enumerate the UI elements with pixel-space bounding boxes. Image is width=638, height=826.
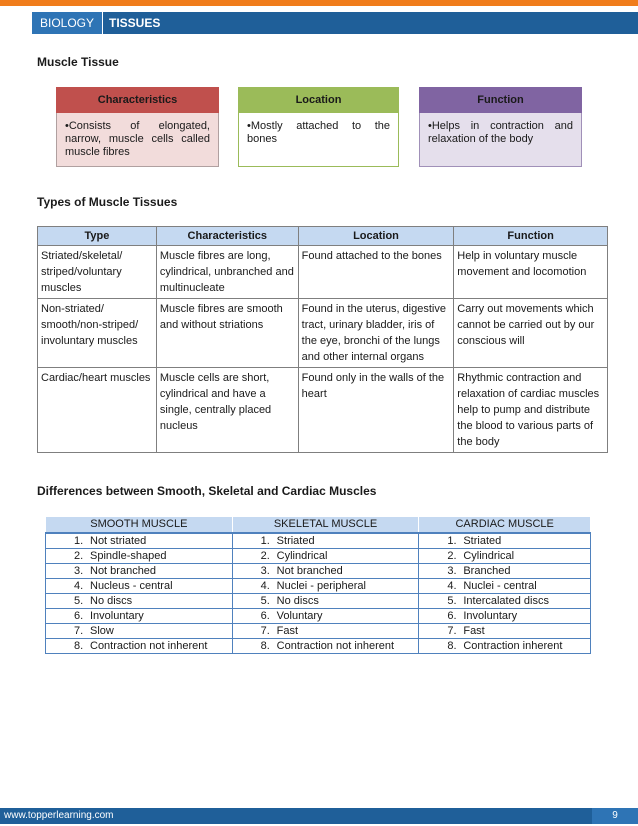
item-text: No discs <box>90 594 133 607</box>
item-number: 2. <box>260 549 270 562</box>
table-row <box>46 593 591 608</box>
item-number: 2. <box>447 549 457 562</box>
chapter-title: TISSUES <box>103 12 638 34</box>
item-number: 5. <box>74 594 84 607</box>
item-text: Striated <box>276 534 315 547</box>
type-cell: Non-striated/ smooth/non-striped/ involuntary muscles <box>38 299 157 368</box>
table-row <box>46 563 591 578</box>
location-cell: Found in the uterus, digestive tract, urinary bladder, iris of the eye, bronchi of the lungs and other internal organs <box>298 299 454 368</box>
types-table <box>37 226 608 453</box>
types-title: Types of Muscle Tissues <box>37 195 178 209</box>
page-number: 9 <box>592 808 638 824</box>
location-cell: Found only in the walls of the heart <box>298 368 454 453</box>
function-cell: Carry out movements which cannot be carried out by our conscious will <box>454 299 608 368</box>
list-item <box>232 548 419 563</box>
list-item <box>232 608 419 623</box>
table-row <box>46 533 591 549</box>
location-cell: Found attached to the bones <box>298 246 454 299</box>
list-item <box>419 593 591 608</box>
item-number: 1. <box>74 534 84 547</box>
item-text: Striated <box>463 534 502 547</box>
list-item <box>419 563 591 578</box>
item-text: Branched <box>463 564 511 577</box>
item-number: 2. <box>74 549 84 562</box>
characteristics-text: •Consists of elongated, narrow, muscle cells called muscle fibres <box>56 113 219 167</box>
top-accent-bar <box>0 0 638 6</box>
muscle-tissue-title: Muscle Tissue <box>37 55 119 69</box>
location-box <box>238 87 399 167</box>
column-header: CARDIAC MUSCLE <box>419 517 591 533</box>
item-text: No discs <box>276 594 319 607</box>
list-item <box>419 548 591 563</box>
item-number: 8. <box>74 639 84 652</box>
item-text: Fast <box>463 624 485 637</box>
item-number: 6. <box>74 609 84 622</box>
types-header-row <box>38 227 608 246</box>
list-item <box>419 638 591 653</box>
item-text: Not branched <box>90 564 157 577</box>
differences-table <box>45 516 591 654</box>
item-text: Involuntary <box>90 609 144 622</box>
function-cell: Rhythmic contraction and relaxation of cardiac muscles help to pump and distribute the blood to various parts of the body <box>454 368 608 453</box>
column-header: Type <box>38 227 157 246</box>
column-header: Function <box>454 227 608 246</box>
list-item <box>232 533 419 549</box>
list-item <box>46 593 233 608</box>
item-number: 7. <box>74 624 84 637</box>
item-number: 1. <box>260 534 270 547</box>
page-header <box>0 12 638 34</box>
list-item <box>46 623 233 638</box>
list-item <box>419 608 591 623</box>
differences-body <box>46 533 591 654</box>
item-number: 3. <box>74 564 84 577</box>
item-number: 5. <box>260 594 270 607</box>
table-row <box>46 608 591 623</box>
item-text: Not branched <box>276 564 343 577</box>
item-text: Contraction not inherent <box>276 639 395 652</box>
characteristics-cell: Muscle fibres are smooth and without striations <box>156 299 298 368</box>
item-text: Not striated <box>90 534 147 547</box>
item-text: Nuclei - central <box>463 579 537 592</box>
item-number: 6. <box>447 609 457 622</box>
table-row <box>46 578 591 593</box>
item-text: Cylindrical <box>276 549 328 562</box>
item-text: Nucleus - central <box>90 579 173 592</box>
item-text: Slow <box>90 624 114 637</box>
item-number: 7. <box>447 624 457 637</box>
item-text: Contraction not inherent <box>90 639 208 652</box>
list-item <box>419 578 591 593</box>
list-item <box>232 593 419 608</box>
list-item <box>232 638 419 653</box>
page-footer <box>0 808 638 824</box>
item-number: 4. <box>260 579 270 592</box>
type-cell: Striated/skeletal/ striped/voluntary muscles <box>38 246 157 299</box>
item-number: 3. <box>447 564 457 577</box>
table-row <box>46 638 591 653</box>
list-item <box>46 548 233 563</box>
item-number: 4. <box>447 579 457 592</box>
list-item <box>232 578 419 593</box>
table-row <box>46 548 591 563</box>
item-text: Spindle-shaped <box>90 549 167 562</box>
list-item <box>46 578 233 593</box>
column-header: Characteristics <box>156 227 298 246</box>
item-number: 4. <box>74 579 84 592</box>
item-text: Fast <box>276 624 299 637</box>
list-item <box>46 608 233 623</box>
table-row <box>38 368 608 453</box>
website-link[interactable]: www.topperlearning.com <box>4 810 114 821</box>
characteristics-cell: Muscle fibres are long, cylindrical, unbranched and multinucleate <box>156 246 298 299</box>
item-text: Nuclei - peripheral <box>276 579 366 592</box>
item-number: 3. <box>260 564 270 577</box>
item-text: Contraction inherent <box>463 639 563 652</box>
list-item <box>232 563 419 578</box>
item-text: Voluntary <box>276 609 323 622</box>
list-item <box>419 533 591 549</box>
list-item <box>46 638 233 653</box>
column-header: SKELETAL MUSCLE <box>232 517 419 533</box>
list-item <box>46 533 233 549</box>
item-number: 8. <box>447 639 457 652</box>
item-number: 8. <box>260 639 270 652</box>
item-number: 6. <box>260 609 270 622</box>
item-text: Intercalated discs <box>463 594 549 607</box>
differences-header-row <box>46 517 591 533</box>
table-row <box>38 299 608 368</box>
list-item <box>419 623 591 638</box>
differences-title: Differences between Smooth, Skeletal and Cardiac Muscles <box>37 484 377 498</box>
item-text: Involuntary <box>463 609 518 622</box>
list-item <box>232 623 419 638</box>
item-number: 5. <box>447 594 457 607</box>
characteristics-box <box>56 87 219 167</box>
table-row <box>46 623 591 638</box>
location-text: •Mostly attached to the bones <box>238 113 399 167</box>
table-row <box>38 246 608 299</box>
function-text: •Helps in contraction and relaxation of the body <box>419 113 582 167</box>
subject-badge: BIOLOGY <box>32 12 102 34</box>
list-item <box>46 563 233 578</box>
characteristics-heading: Characteristics <box>56 87 219 113</box>
column-header: SMOOTH MUSCLE <box>46 517 233 533</box>
item-text: Cylindrical <box>463 549 515 562</box>
item-number: 7. <box>260 624 270 637</box>
item-number: 1. <box>447 534 457 547</box>
function-cell: Help in voluntary muscle movement and locomotion <box>454 246 608 299</box>
characteristics-cell: Muscle cells are short, cylindrical and have a single, centrally placed nucleus <box>156 368 298 453</box>
function-box <box>419 87 582 167</box>
column-header: Location <box>298 227 454 246</box>
type-cell: Cardiac/heart muscles <box>38 368 157 453</box>
location-heading: Location <box>238 87 399 113</box>
function-heading: Function <box>419 87 582 113</box>
